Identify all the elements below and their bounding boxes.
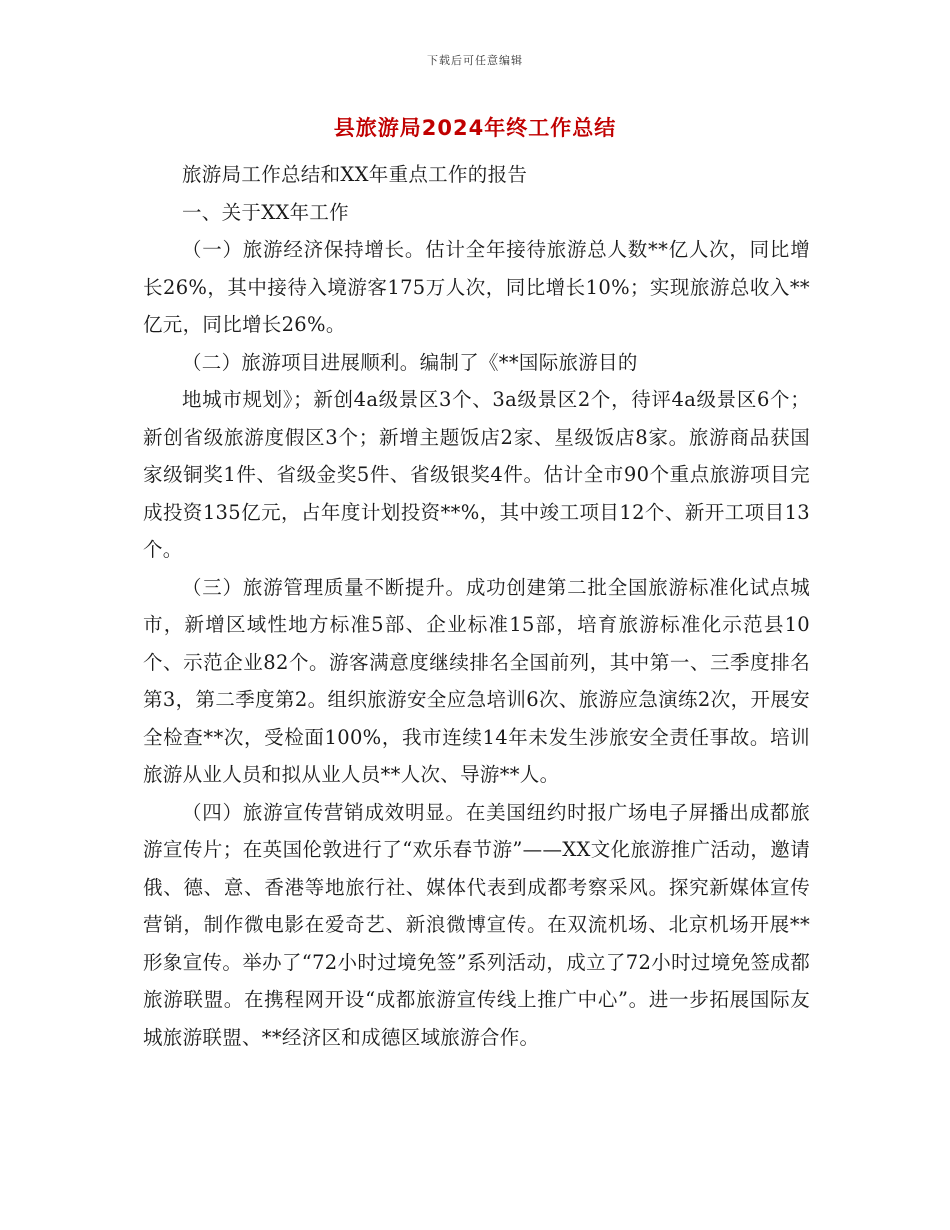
paragraph-tourism-marketing: （四）旅游宣传营销成效明显。在美国纽约时报广场电子屏播出成都旅游宣传片；在英国伦敦进行了“欢乐春节游”——XX文化旅游推广活动，邀请俄、德、意、香港等地旅行社、媒体代表到成都考察采风。探究新媒体宣传营销，制作微电影在爱奇艺、新浪微博宣传。在双流机场、北京机场开展**形象宣传。举办了“72小时过境免签”系列活动，成立了72小时过境免签成都旅游联盟。在携程网开设“成都旅游宣传线上推广中心”。进一步拓展国际友城旅游联盟、**经济区和成德区域旅游合作。 (143, 800, 810, 1049)
paragraph-tourism-economy: （一）旅游经济保持增长。估计全年接待旅游总人数**亿人次，同比增长26%，其中接待入境游客175万人次，同比增长10%；实现旅游总收入**亿元，同比增长26%。 (143, 238, 810, 336)
document-body (143, 156, 810, 1056)
paragraph-tourism-projects-lead: （二）旅游项目进展顺利。编制了《**国际旅游目的 (182, 350, 638, 374)
report-subtitle: 旅游局工作总结和XX年重点工作的报告 (182, 163, 528, 186)
paragraph-tourism-management: （三）旅游管理质量不断提升。成功创建第二批全国旅游标准化试点城市，新增区域性地方标准5部、企业标准15部，培育旅游标准化示范县10个、示范企业82个。游客满意度继续排名全国前列，其中第一、三季度排名第3，第二季度第2。组织旅游安全应急培训6次、旅游应急演练2次，开展安全检查**次，受检面100%，我市连续14年未发生涉旅安全责任事故。培训旅游从业人员和拟从业人员**人次、导游**人。 (143, 575, 810, 786)
document-title: 县旅游局2024年终工作总结 (333, 116, 617, 140)
header-note: 下载后可任意编辑 (427, 54, 523, 67)
section-heading: 一、关于XX年工作 (182, 200, 349, 224)
paragraph-tourism-projects: 地城市规划》；新创4a级景区3个、3a级景区2个，待评4a级景区6个；新创省级旅游度假区3个；新增主题饭店2家、星级饭店8家。旅游商品获国家级铜奖1件、省级金奖5件、省级银奖4件。估计全市90个重点旅游项目完成投资135亿元，占年度计划投资**%，其中竣工项目12个、新开工项目13个。 (143, 388, 810, 561)
